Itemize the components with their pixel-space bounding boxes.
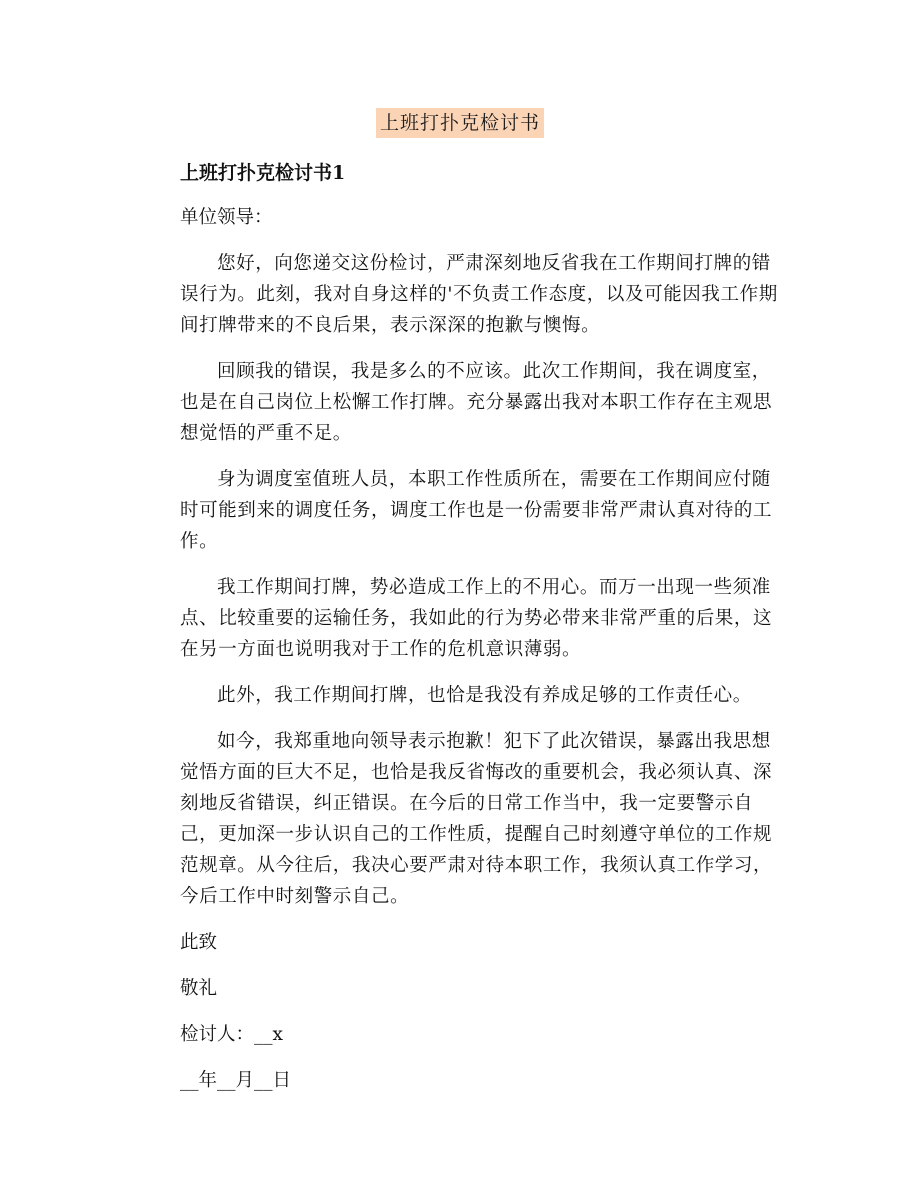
paragraph-4: 我工作期间打牌，势必造成工作上的不用心。而万一出现一些须准点、比较重要的运输任务，我如此的行为势必带来非常严重的后果，这在另一方面也说明我对于工作的危机意识薄弱。 [180,577,773,660]
paragraph-2: 回顾我的错误，我是多么的不应该。此次工作期间，我在调度室，也是在自己岗位上松懈工作打牌。充分暴露出我对本职工作存在主观思想觉悟的严重不足。 [180,361,773,444]
paragraph-3: 身为调度室值班人员，本职工作性质所在，需要在工作期间应付随时可能到来的调度任务，调度工作也是一份需要非常严肃认真对待的工作。 [180,469,773,552]
title-container [0,108,920,138]
salutation: 单位领导： [180,207,273,228]
document-body [180,158,780,1111]
paragraph-5: 此外，我工作期间打牌，也恰是我没有养成足够的工作责任心。 [217,685,752,706]
closing-salute: 敬礼 [180,978,218,999]
date-line: __年__月__日 [180,1070,292,1091]
paragraph-1: 您好，向您递交这份检讨，严肃深刻地反省我在工作期间打牌的错误行为。此刻，我对自身这样的'不负责工作态度，以及可能因我工作期间打牌带来的不良后果，表示深深的抱歉与懊悔。 [180,253,778,336]
document-title: 上班打扑克检讨书 [376,108,544,138]
paragraph-6: 如今，我郑重地向领导表示抱歉！犯下了此次错误，暴露出我思想觉悟方面的巨大不足，也恰是我反省悔改的重要机会，我必须认真、深刻地反省错误，纠正错误。在今后的日常工作当中，我一定要警示自己，更加深一步认识自己的工作性质，提醒自己时刻遵守单位的工作规范规章。从今往后，我决心要严肃对待本职工作，我须认真工作学习，今后工作中时刻警示自己。 [180,731,773,907]
closing-greeting: 此致 [180,932,218,953]
section-heading: 上班打扑克检讨书1 [180,162,346,184]
signature-line: 检讨人：__x [180,1024,283,1045]
